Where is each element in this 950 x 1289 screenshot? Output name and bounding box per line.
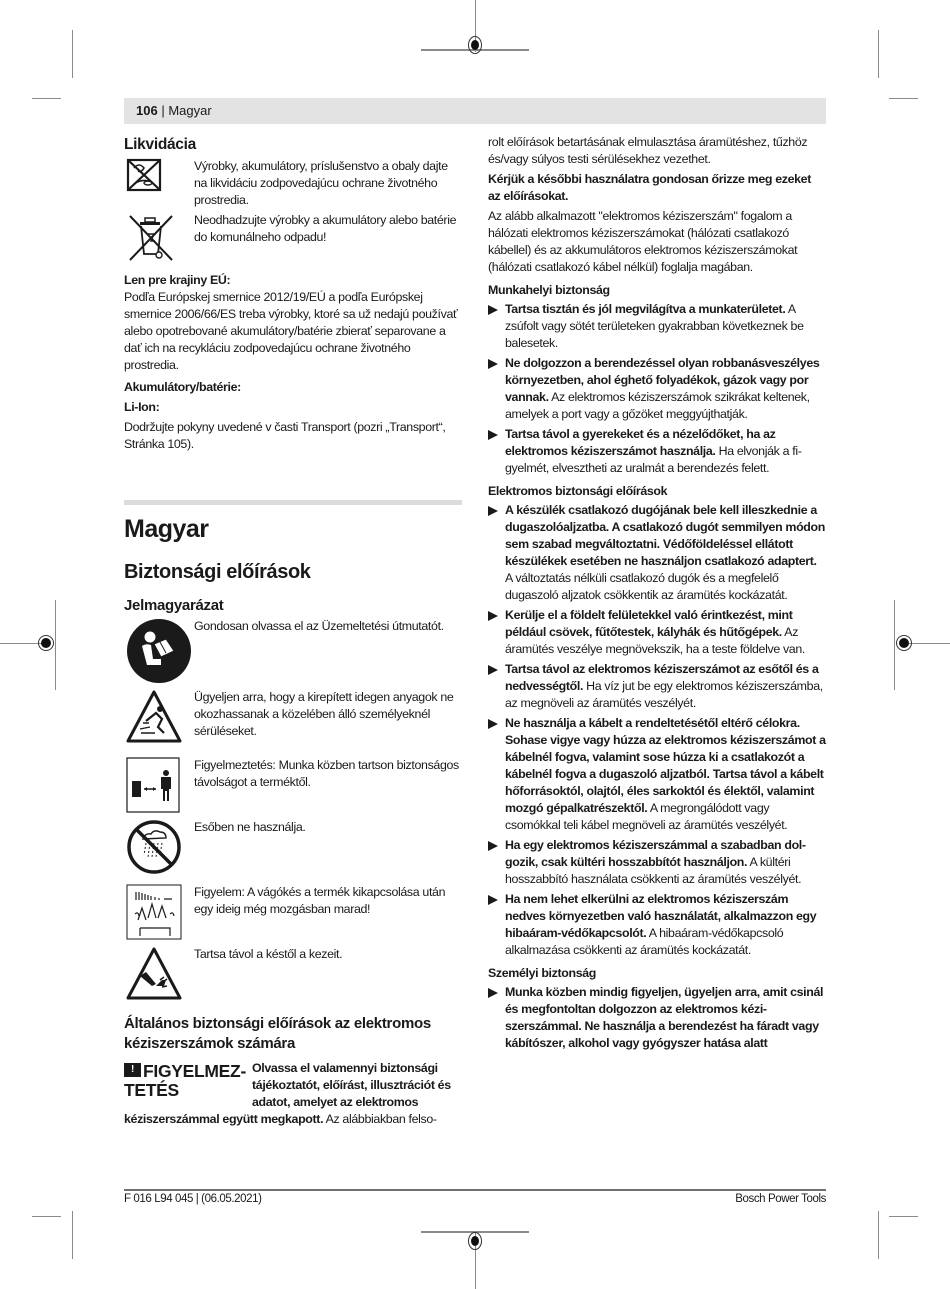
left-column: [124, 134, 462, 1128]
legend-item: [124, 946, 462, 1004]
warning-tail-text: Az alábbiakban felso-: [323, 1112, 437, 1126]
blade-rotation-icon: [126, 884, 182, 940]
electrical-safety-heading: Elektromos biztonsági előírások: [488, 484, 668, 498]
legend-text: Tartsa távol a késtől a kezeit.: [194, 947, 343, 961]
footer-rule: [124, 1189, 826, 1191]
hand-blade-warning-icon: [126, 946, 182, 1002]
legend-text: Ügyeljen arra, hogy a kirepített idegen anyagok ne okozhassanak a közelében álló személyeknél sérüléseket.: [194, 690, 454, 738]
registration-mark-icon: [896, 635, 912, 651]
bullet-arrow-icon: [488, 611, 498, 621]
footer-doc-code: F 016 L94 045 | (06.05.2021): [124, 1193, 262, 1205]
general-warning: [124, 1060, 462, 1128]
crossed-wheelie-bin-icon: [126, 212, 176, 262]
warning-triangle-icon: [124, 1063, 141, 1077]
read-manual-icon: [126, 618, 192, 684]
liion-heading: Li-Ion:: [124, 400, 160, 414]
crop-mark: [55, 600, 56, 690]
page-header: [124, 98, 826, 124]
registration-mark-icon: [38, 635, 54, 651]
crop-mark: [72, 1211, 73, 1259]
disposal-icon-row: [124, 212, 462, 262]
crop-mark: [889, 98, 918, 99]
crossed-packaging-icon: [126, 158, 162, 192]
general-safety-title: Általános biztonsági előírások az elektromos kéziszerszámok számára: [124, 1015, 431, 1052]
safety-title: Biztonsági előírások: [124, 561, 311, 583]
header-language: Magyar: [168, 103, 212, 118]
registration-mark-icon: [468, 36, 482, 54]
eu-heading: Len pre krajiny EÚ:: [124, 273, 231, 287]
page-number: 106: [136, 103, 158, 118]
section-title: Magyar: [124, 515, 209, 543]
bullet-arrow-icon: [488, 305, 498, 315]
bullet-item: Tartsa távol az elektromos kéziszerszámot az esőtől és a nedvességtől. Ha víz jut be egy elektromos kéziszerszámba, az megnöveli az áramütés veszélyét.: [488, 661, 826, 712]
legend-item: [124, 757, 462, 813]
disposal-text-2: Neodhadzujte výrobky a akumulátory alebo batérie do komunálneho odpadu!: [194, 213, 457, 244]
crop-mark: [32, 1216, 61, 1217]
disposal-text-1: Výrobky, akumulátory, príslušenstvo a obaly dajte na likvidáciu zodpovedajúcu ochrane životného prostredia.: [194, 159, 448, 207]
bullet-item: Ha egy elektromos kéziszerszámmal a szabadban dolgozik, csak kültéri hosszabbítót használjon. A kültéri hosszabbító használata csökkenti az áramütés veszélyét.: [488, 837, 826, 888]
legend-item: [124, 689, 462, 753]
warning-label: [124, 1062, 252, 1100]
crop-mark: [32, 98, 61, 99]
bullet-arrow-icon: [488, 665, 498, 675]
disposal-heading: Likvidácia: [124, 136, 196, 153]
registration-mark-icon: [468, 1232, 482, 1250]
thrown-objects-warning-icon: [126, 689, 182, 745]
crop-mark: [908, 643, 950, 644]
work-area-heading: Munkahelyi biztonság: [488, 283, 610, 297]
bullet-item: Ha nem lehet elkerülni az elektromos kéziszerszám nedves környezetben való használatát, alkalmazzon egy hibaáram-védőkapcsolót. A hibaáram-védőkapcsoló alkalmazása csökkenti az áramütés kockázatát.: [488, 891, 826, 959]
bullet-arrow-icon: [488, 841, 498, 851]
eu-text: Podľa Európskej smernice 2012/19/EÚ a podľa Európskej smernice 2006/66/ES treba výrobky, ktoré sa už nedajú používať alebo opotrebované akumulátory/batérie zbierať separovane a dať ich na recykláciu zodpovedajúcu ochrane životného prostredia.: [124, 290, 458, 372]
section-divider: [124, 500, 462, 505]
bullet-arrow-icon: [488, 359, 498, 369]
bullet-item: Ne használja a kábelt a rendeltetésétől eltérő célokra. Sohase vigye vagy húzza az elektromos kéziszerszámot a kábelnél fogva, valamint sose húzza ki a csatlakozót a kábelnél fogva a dugaszoló aljzatból. Tartsa távol a kábelt hőforrásoktól, olajtól, éles sarkoktól és élektől, valamint mozgó gépalkatrészektől. A megrongálódott vagy csomókkal teli kábel megnöveli az áramütés veszélyét.: [488, 715, 826, 834]
right-column: [488, 134, 826, 1055]
crop-mark: [894, 600, 895, 690]
legend-item: [124, 819, 462, 882]
bullet-arrow-icon: [488, 719, 498, 729]
bullet-item: Kerülje el a földelt felületekkel való érintkezést, mint például csövek, fűtőtestek, kályhák és hűtőgépek. Az áramütés veszélye megnövekszik, ha a teste földelve van.: [488, 607, 826, 658]
crop-mark: [72, 30, 73, 78]
crop-mark: [889, 1216, 918, 1217]
bullet-arrow-icon: [488, 430, 498, 440]
warning-label-line1: FIGYELMEZ-: [143, 1061, 246, 1081]
intro-continuation: rolt előírások betartásának elmulasztása áramütéshez, tűzhöz és/vagy súlyos testi sérülésekhez vezethet.: [488, 135, 808, 166]
crop-mark: [0, 643, 42, 644]
bullet-arrow-icon: [488, 506, 498, 516]
legend-text: Figyelmeztetés: Munka közben tartson biztonságos távolságot a terméktől.: [194, 758, 459, 789]
bullet-item: Tartsa távol a gyerekeket és a nézelődőket, ha az elektromos kéziszerszámot használja. Ha elvonják a figyelmét, elvesztheti az uralmát a berendezés felett.: [488, 426, 826, 477]
warning-bold-text: Olvassa el valamennyi biztonsági tájékoztatót, előírást, illusztrációt és adatot, amelyet az elektromos kéziszerszámmal együtt megkapott.: [124, 1061, 451, 1126]
bullet-item: Tartsa tisztán és jól megvilágítva a munkaterületet. A zsúfolt vagy sötét területeken gyakrabban következnek be balesetek.: [488, 301, 826, 352]
legend-title: Jelmagyarázat: [124, 597, 224, 614]
bullet-item: Ne dolgozzon a berendezéssel olyan robbanásveszélyes környezetben, ahol éghető folyadékok, gázok vagy por vannak. Az elektromos kéziszerszámok szikrákat keltenek, amelyek a port vagy a gőzöket meggyújthatják.: [488, 355, 826, 423]
legend-item: [124, 884, 462, 940]
crop-mark: [878, 30, 879, 78]
no-rain-icon: [126, 819, 182, 875]
crop-mark: [878, 1211, 879, 1259]
legend-item: [124, 618, 462, 685]
legend-text: Gondosan olvassa el az Üzemeltetési útmutatót.: [194, 619, 444, 633]
legend-text: Esőben ne használja.: [194, 820, 306, 834]
legend-text: Figyelem: A vágókés a termék kikapcsolása után egy ideig még mozgásban marad!: [194, 885, 446, 916]
bullet-arrow-icon: [488, 988, 498, 998]
bullet-arrow-icon: [488, 895, 498, 905]
keep-instructions-text: Kérjük a későbbi használatra gondosan őrizze meg ezeket az előírásokat.: [488, 172, 811, 203]
keep-distance-icon: [126, 757, 180, 813]
footer-brand: Bosch Power Tools: [735, 1193, 826, 1205]
battery-heading: Akumulátory/batérie:: [124, 380, 241, 394]
bullet-item: Munka közben mindig figyeljen, ügyeljen arra, amit csinál és megfontoltan dolgozzon az elektromos kéziszerszámmal. Ne használja a berendezést ha fáradt vagy kábítószer, alkohol vagy gyógyszer hatása alatt: [488, 984, 826, 1052]
warning-label-line2: TETÉS: [124, 1080, 179, 1100]
liion-text: Dodržujte pokyny uvedené v časti Transport (pozri „Transport“, Stránka 105).: [124, 420, 446, 451]
personal-safety-heading: Személyi biztonság: [488, 966, 596, 980]
header-separator: |: [157, 103, 169, 118]
disposal-icon-row: [124, 158, 462, 209]
bullet-item: A készülék csatlakozó dugójának bele kell illeszkednie a dugaszolóaljzatba. A csatlakozó dugót semmilyen módon sem szabad megváltoztatni. Védőföldeléssel ellátott készülékek esetében ne használjon csatlakozó adaptert. A változtatás nélküli csatlakozó dugók és a megfelelő dugaszoló aljzatok csökkentik az áramütés kockázatát.: [488, 502, 826, 604]
definition-text: Az alább alkalmazott "elektromos kéziszerszám" fogalom a hálózati elektromos kéziszerszámokat (hálózati csatlakozó kábellel) és az akkumulátoros elektromos kéziszerszámokat (hálózati csatlakozó kábel nélkül) foglalja magában.: [488, 209, 798, 274]
